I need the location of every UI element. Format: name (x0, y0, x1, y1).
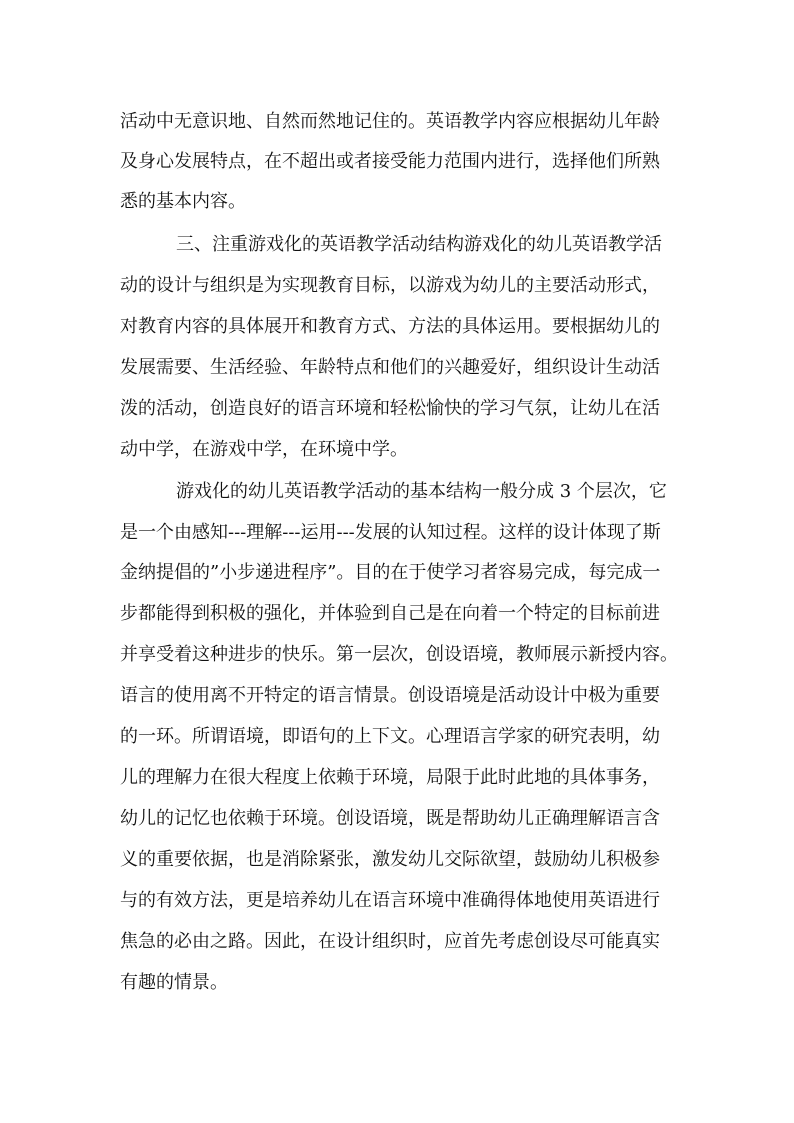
paragraph-first-line: 三、注重游戏化的英语教学活动结构游戏化的幼儿英语教学活 (176, 234, 662, 255)
text-line: 步都能得到积极的强化，并体验到自己是在向着一个特定的目标前进 (120, 603, 660, 624)
text-line: 并享受着这种进步的快乐。第一层次，创设语境，教师展示新授内容。 (120, 644, 678, 665)
text-line: 金纳提倡的”小步递进程序”。目的在于使学习者容易完成，每完成一 (120, 562, 661, 583)
text-line: 与的有效方法，更是培养幼儿在语言环境中准确得体地使用英语进行 (120, 890, 660, 911)
text-line: 义的重要依据，也是消除紧张，激发幼儿交际欲望，鼓励幼儿积极参 (120, 849, 660, 870)
text-line: 悉的基本内容。 (120, 191, 246, 212)
text-line: 是一个由感知---理解---运用---发展的认知过程。这样的设计体现了斯 (120, 522, 661, 543)
text-line: 动中学，在游戏中学，在环境中学。 (120, 439, 408, 460)
text-line: 儿的理解力在很大程度上依赖于环境，局限于此时此地的具体事务， (120, 767, 660, 788)
text-line: 发展需要、生活经验、年龄特点和他们的兴趣爱好，组织设计生动活 (120, 357, 660, 378)
text-line: 及身心发展特点，在不超出或者接受能力范围内进行，选择他们所熟 (120, 151, 660, 172)
text-line: 泼的活动，创造良好的语言环境和轻松愉快的学习气氛，让幼儿在活 (120, 398, 660, 419)
text-line: 对教育内容的具体展开和教育方式、方法的具体运用。要根据幼儿的 (120, 316, 660, 337)
text-line: 幼儿的记忆也依赖于环境。创设语境，既是帮助幼儿正确理解语言含 (120, 808, 660, 829)
text-line: 有趣的情景。 (120, 972, 228, 993)
text-line: 语言的使用离不开特定的语言情景。创设语境是活动设计中极为重要 (120, 685, 660, 706)
text-line: 焦急的必由之路。因此，在设计组织时，应首先考虑创设尽可能真实 (120, 931, 660, 952)
paragraph-first-line: 游戏化的幼儿英语教学活动的基本结构一般分成 3 个层次，它 (176, 481, 667, 502)
text-line: 的一环。所谓语境，即语句的上下文。心理语言学家的研究表明，幼 (120, 726, 660, 747)
text-line: 动的设计与组织是为实现教育目标，以游戏为幼儿的主要活动形式， (120, 275, 660, 296)
text-line: 活动中无意识地、自然而然地记住的。英语教学内容应根据幼儿年龄 (120, 111, 660, 132)
